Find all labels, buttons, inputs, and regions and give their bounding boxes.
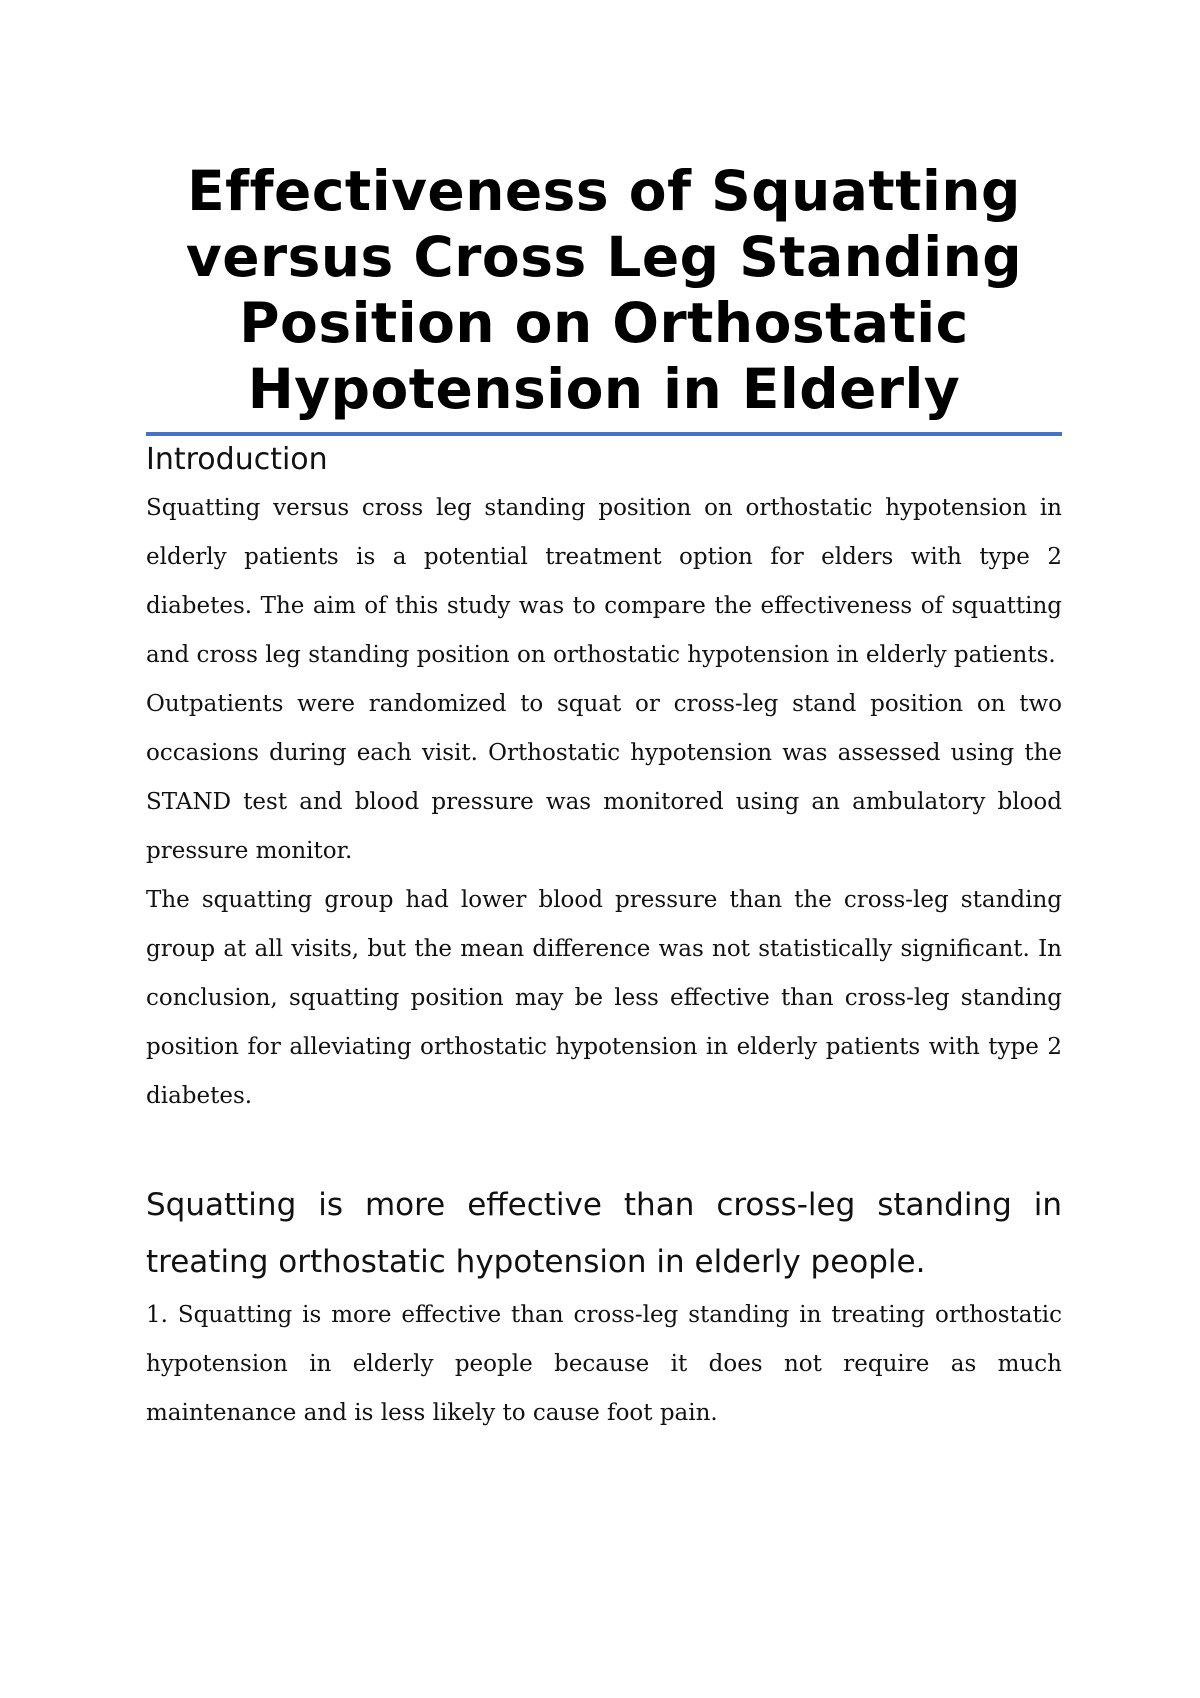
introduction-paragraph-2: Outpatients were randomized to squat or cross-leg stand position on two occasions during each visit. Orthostatic hypotension was assessed using the STAND test and blood pressure was monitored using an ambulatory blood pressure monitor. bbox=[146, 691, 1062, 864]
claim-heading: Squatting is more effective than cross-leg standing in treating orthostatic hypotension in elderly people. bbox=[146, 1187, 1062, 1280]
introduction-paragraph-1: Squatting versus cross leg standing position on orthostatic hypotension in elderly patients is a potential treatment option for elders with type 2 diabetes. The aim of this study was to compare the effectiveness of squatting and cross leg standing position on orthostatic hypotension in elderly patients. bbox=[146, 495, 1062, 668]
document-page bbox=[146, 158, 1062, 1438]
introduction-paragraph-3: The squatting group had lower blood pressure than the cross-leg standing group at all visits, but the mean difference was not statistically significant. In conclusion, squatting position may be less effective than cross-leg standing position for alleviating orthostatic hypotension in elderly patients with type 2 diabetes. bbox=[146, 887, 1062, 1109]
title-underline-rule bbox=[146, 432, 1062, 436]
introduction-heading: Introduction bbox=[146, 442, 328, 477]
claim-paragraph-1: 1. Squatting is more effective than cross-leg standing in treating orthostatic hypotension in elderly people because it does not require as much maintenance and is less likely to cause foot pain. bbox=[146, 1302, 1062, 1426]
document-title: Effectiveness of Squatting versus Cross Leg Standing Position on Orthostatic Hypotension in Elderly bbox=[185, 159, 1023, 421]
